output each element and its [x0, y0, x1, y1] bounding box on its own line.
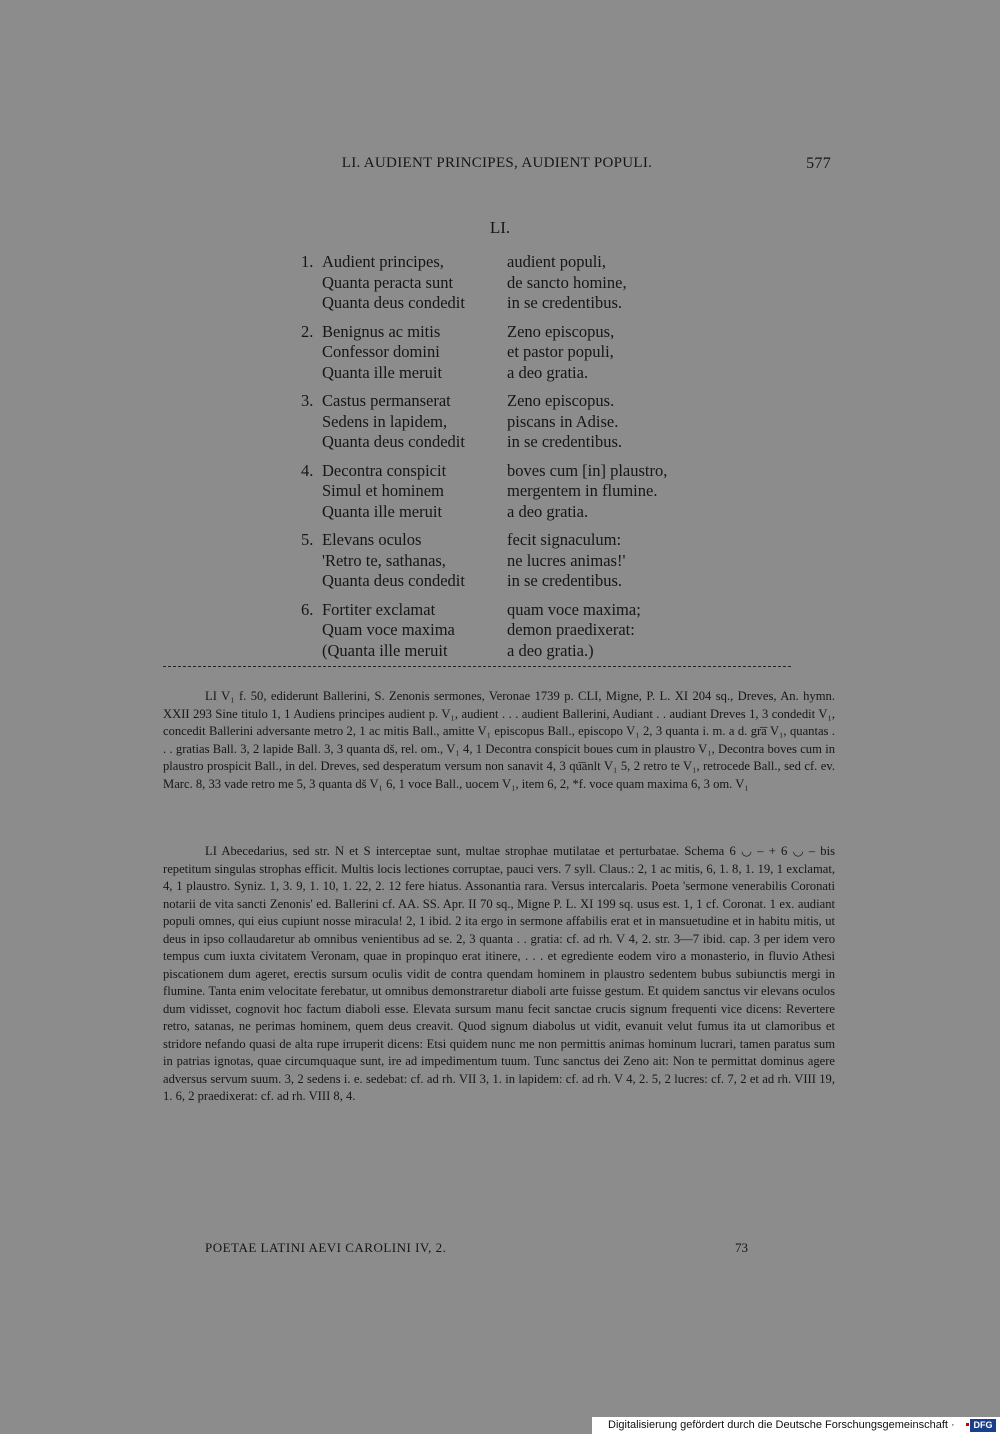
second-hemistich: boves cum [in] plaustro,	[507, 460, 668, 480]
critical-apparatus	[163, 688, 835, 793]
dfg-logo-icon: DFG	[970, 1419, 996, 1432]
verse-line	[301, 461, 721, 482]
second-hemistich: in se credentibus.	[507, 293, 623, 312]
verse-line	[301, 551, 721, 572]
first-hemistich: Simul et hominem	[322, 481, 444, 500]
separator-rule	[163, 666, 791, 667]
verse-line	[301, 273, 721, 294]
verse-line	[301, 293, 721, 314]
first-hemistich: Quanta deus condedit	[322, 432, 465, 451]
verse-line	[301, 620, 721, 641]
second-hemistich: demon praedixerat:	[507, 620, 635, 639]
verse-line	[301, 571, 721, 592]
stanza	[301, 530, 721, 592]
commentary	[163, 843, 835, 1106]
stanza-number: 2.	[301, 321, 314, 341]
verse-line	[301, 252, 721, 273]
first-hemistich: Castus permanserat	[322, 391, 451, 410]
stanza-number: 1.	[301, 252, 314, 271]
poem	[301, 252, 721, 669]
first-hemistich: 'Retro te, sathanas,	[322, 550, 446, 570]
verse-line	[301, 530, 721, 551]
first-hemistich: Decontra conspicit	[322, 460, 447, 480]
stanza	[301, 252, 721, 314]
stanza	[301, 322, 721, 384]
stanza-number: 4.	[301, 460, 314, 480]
second-hemistich: Zeno episcopus,	[507, 321, 615, 341]
stanza	[301, 461, 721, 523]
first-hemistich: Quanta peracta sunt	[322, 272, 454, 292]
running-title: LI. AUDIENT PRINCIPES, AUDIENT POPULI.	[341, 155, 653, 171]
second-hemistich: a deo gratia.	[507, 362, 589, 382]
first-hemistich: Quanta deus condedit	[322, 571, 465, 590]
stanza	[301, 391, 721, 453]
verse-line	[301, 432, 721, 453]
second-hemistich: in se credentibus.	[507, 571, 623, 590]
verse-line	[301, 363, 721, 384]
verse-line	[301, 391, 721, 412]
first-hemistich: (Quanta ille meruit	[322, 640, 448, 660]
second-hemistich: piscans in Adise.	[507, 411, 619, 431]
stanza-number: 6.	[301, 599, 314, 619]
commentary-text: LI Abecedarius, sed str. N et S interceptae sunt, multae strophae mutilatae et perturbatae. Schema 6 ◡ – + 6 ◡ – bis repetitum singulas strophas efficit. Multis locis lectiones corruptae, pauci vers. 7 syll. Claus.: 2, 1 ac mitis, 6, 1. 8, 1. 19, 1 exclamat, 4, 1 plaustro. Syniz. 1, 3. 9, 1. 10, 1. 22, 2. 12 fere hiatus. Assonantia rara. Versus intercalaris. Poeta 'sermone venerabilis Coronati notarii de vita sancti Zenonis' ed. Ballerini cf. AA. SS. Apr. II 70 sq., Migne P. L. XI 199 sq. usus est. 1, 1 cf. Coronat. 1 ex. audiant populi omnes, qui eius cupiunt nosse miracula! 2, 1 ibid. 2 ita ergo in sermone affabilis erat et in mansuetudine et in habitu mitis, ut deus in ipso collaudaretur ab omnibus venientibus ad se. 2, 3 quanta . . gratia: cf. ad rh. V 4, 2. str. 3—7 ibid. cap. 3 per idem vero tempus cum iuxta civitatem Veronam, quae in propinquo erat itinere, . . . et egrediente eodem viro a monasterio, in fluvio Athesi piscationem dum ageret, erectis sursum oculis vidit de contra quendam hominem in plaustro sedentem bubus subiunctis mergi in flumine. Tanta enim velocitate ferebatur, ut omnibus demonstraretur diaboli arte fuisse gestum. Et quidem sanctus vir elevans oculos dum vidisset, cognovit hoc factum diaboli esse. Elevata sursum manu fecit sanctae crucis signum frequenti vice dicens: Revertere retro, satanas, ne perimas hominem, quem deus creavit. Quod signum diabolus ut vidit, evanuit velut fumus ita ut clamoribus et stridore nefando quasi de alta rupe irruperit dicens: Etsi quidem nunc me non permittis animas hominum lucrari, tamen paratus sum in patrias ignotas, quae circumquaque sunt, ire ad impedimentum tuum. Tunc sanctus dei Zeno ait: Non te permittat dominus agere adversus servum suum. 3, 2 sedens i. e. sedebat: cf. ad rh. VII 3, 1. in lapidem: cf. ad rh. V 4, 2. 5, 2 lucres: cf. 7, 2 et ad rh. VIII 19, 1. 6, 2 praedixerat: cf. ad rh. VIII 8, 4.	[163, 844, 835, 1103]
footer-series: POETAE LATINI AEVI CAROLINI IV, 2.	[205, 1240, 447, 1255]
stanza-number: 5.	[301, 530, 314, 549]
verse-line	[301, 641, 721, 662]
verse-line	[301, 600, 721, 621]
verse-line	[301, 322, 721, 343]
first-hemistich: Confessor domini	[322, 342, 440, 361]
first-hemistich: Elevans oculos	[322, 530, 422, 549]
first-hemistich: Quanta deus condedit	[322, 293, 465, 312]
first-hemistich: Audient principes,	[322, 252, 444, 271]
dfg-banner-text: Digitalisierung gefördert durch die Deutsche Forschungsgemeinschaft ·	[608, 1419, 955, 1431]
verse-line	[301, 342, 721, 363]
footer-signature: 73	[735, 1240, 748, 1255]
second-hemistich: in se credentibus.	[507, 432, 623, 451]
second-hemistich: audient populi,	[507, 252, 606, 271]
second-hemistich: quam voce maxima;	[507, 599, 641, 619]
first-hemistich: Benignus ac mitis	[322, 321, 441, 341]
verse-line	[301, 412, 721, 433]
second-hemistich: mergentem in flumine.	[507, 481, 658, 500]
stanza	[301, 600, 721, 662]
verse-line	[301, 502, 721, 523]
poem-number: LI.	[489, 218, 511, 237]
verse-line	[301, 481, 721, 502]
first-hemistich: Quanta ille meruit	[322, 501, 443, 521]
second-hemistich: fecit signaculum:	[507, 530, 622, 549]
running-head	[163, 155, 831, 177]
second-hemistich: Zeno episcopus.	[507, 391, 615, 410]
stanza-number: 3.	[301, 391, 314, 410]
first-hemistich: Quam voce maxima	[322, 620, 455, 639]
second-hemistich: a deo gratia.)	[507, 640, 594, 660]
page-number: 577	[806, 155, 831, 172]
second-hemistich: a deo gratia.	[507, 501, 589, 521]
first-hemistich: Quanta ille meruit	[322, 362, 443, 382]
first-hemistich: Fortiter exclamat	[322, 599, 436, 619]
second-hemistich: de sancto homine,	[507, 272, 627, 292]
first-hemistich: Sedens in lapidem,	[322, 411, 448, 431]
second-hemistich: ne lucres animas!'	[507, 550, 626, 570]
second-hemistich: et pastor populi,	[507, 342, 614, 361]
apparatus-text: LI V₁ f. 50, ediderunt Ballerini, S. Zenonis sermones, Veronae 1739 p. CLI, Migne, P. L. XI 204 sq., Dreves, An. hymn. XXII 293 Sine titulo 1, 1 Audiens principes audient p. V₁, audient . . . audient Ballerini, Audiant . . audiant Dreves 1, 3 condedit V₁, concedit Ballerini adversante metro 2, 1 ac mitis Ball., amitte V₁ episcopus Ball., episcopo V₁ 2, 3 quanta i. m. a d. gr͞a V₁, quantas . . . gratias Ball. 3, 2 lapide Ball. 3, 3 quanta dš, rel. om., V₁ 4, 1 Decontra conspicit boues cum in plaustro V₁, Decontra boves cum in plaustro prospicit Ball., in del. Dreves, sed desperatum versum non sanavit 4, 3 qu͞anlt V₁ 5, 2 retro te V₁, retrocede Ball., sed cf. ev. Marc. 8, 33 vade retro me 5, 3 quanta dš V₁ 6, 1 voce Ball., uocem V₁, item 6, 2, *f. voce quam maxima 6, 3 om. V₁	[163, 689, 835, 791]
dfg-banner[interactable]	[592, 1417, 1000, 1434]
